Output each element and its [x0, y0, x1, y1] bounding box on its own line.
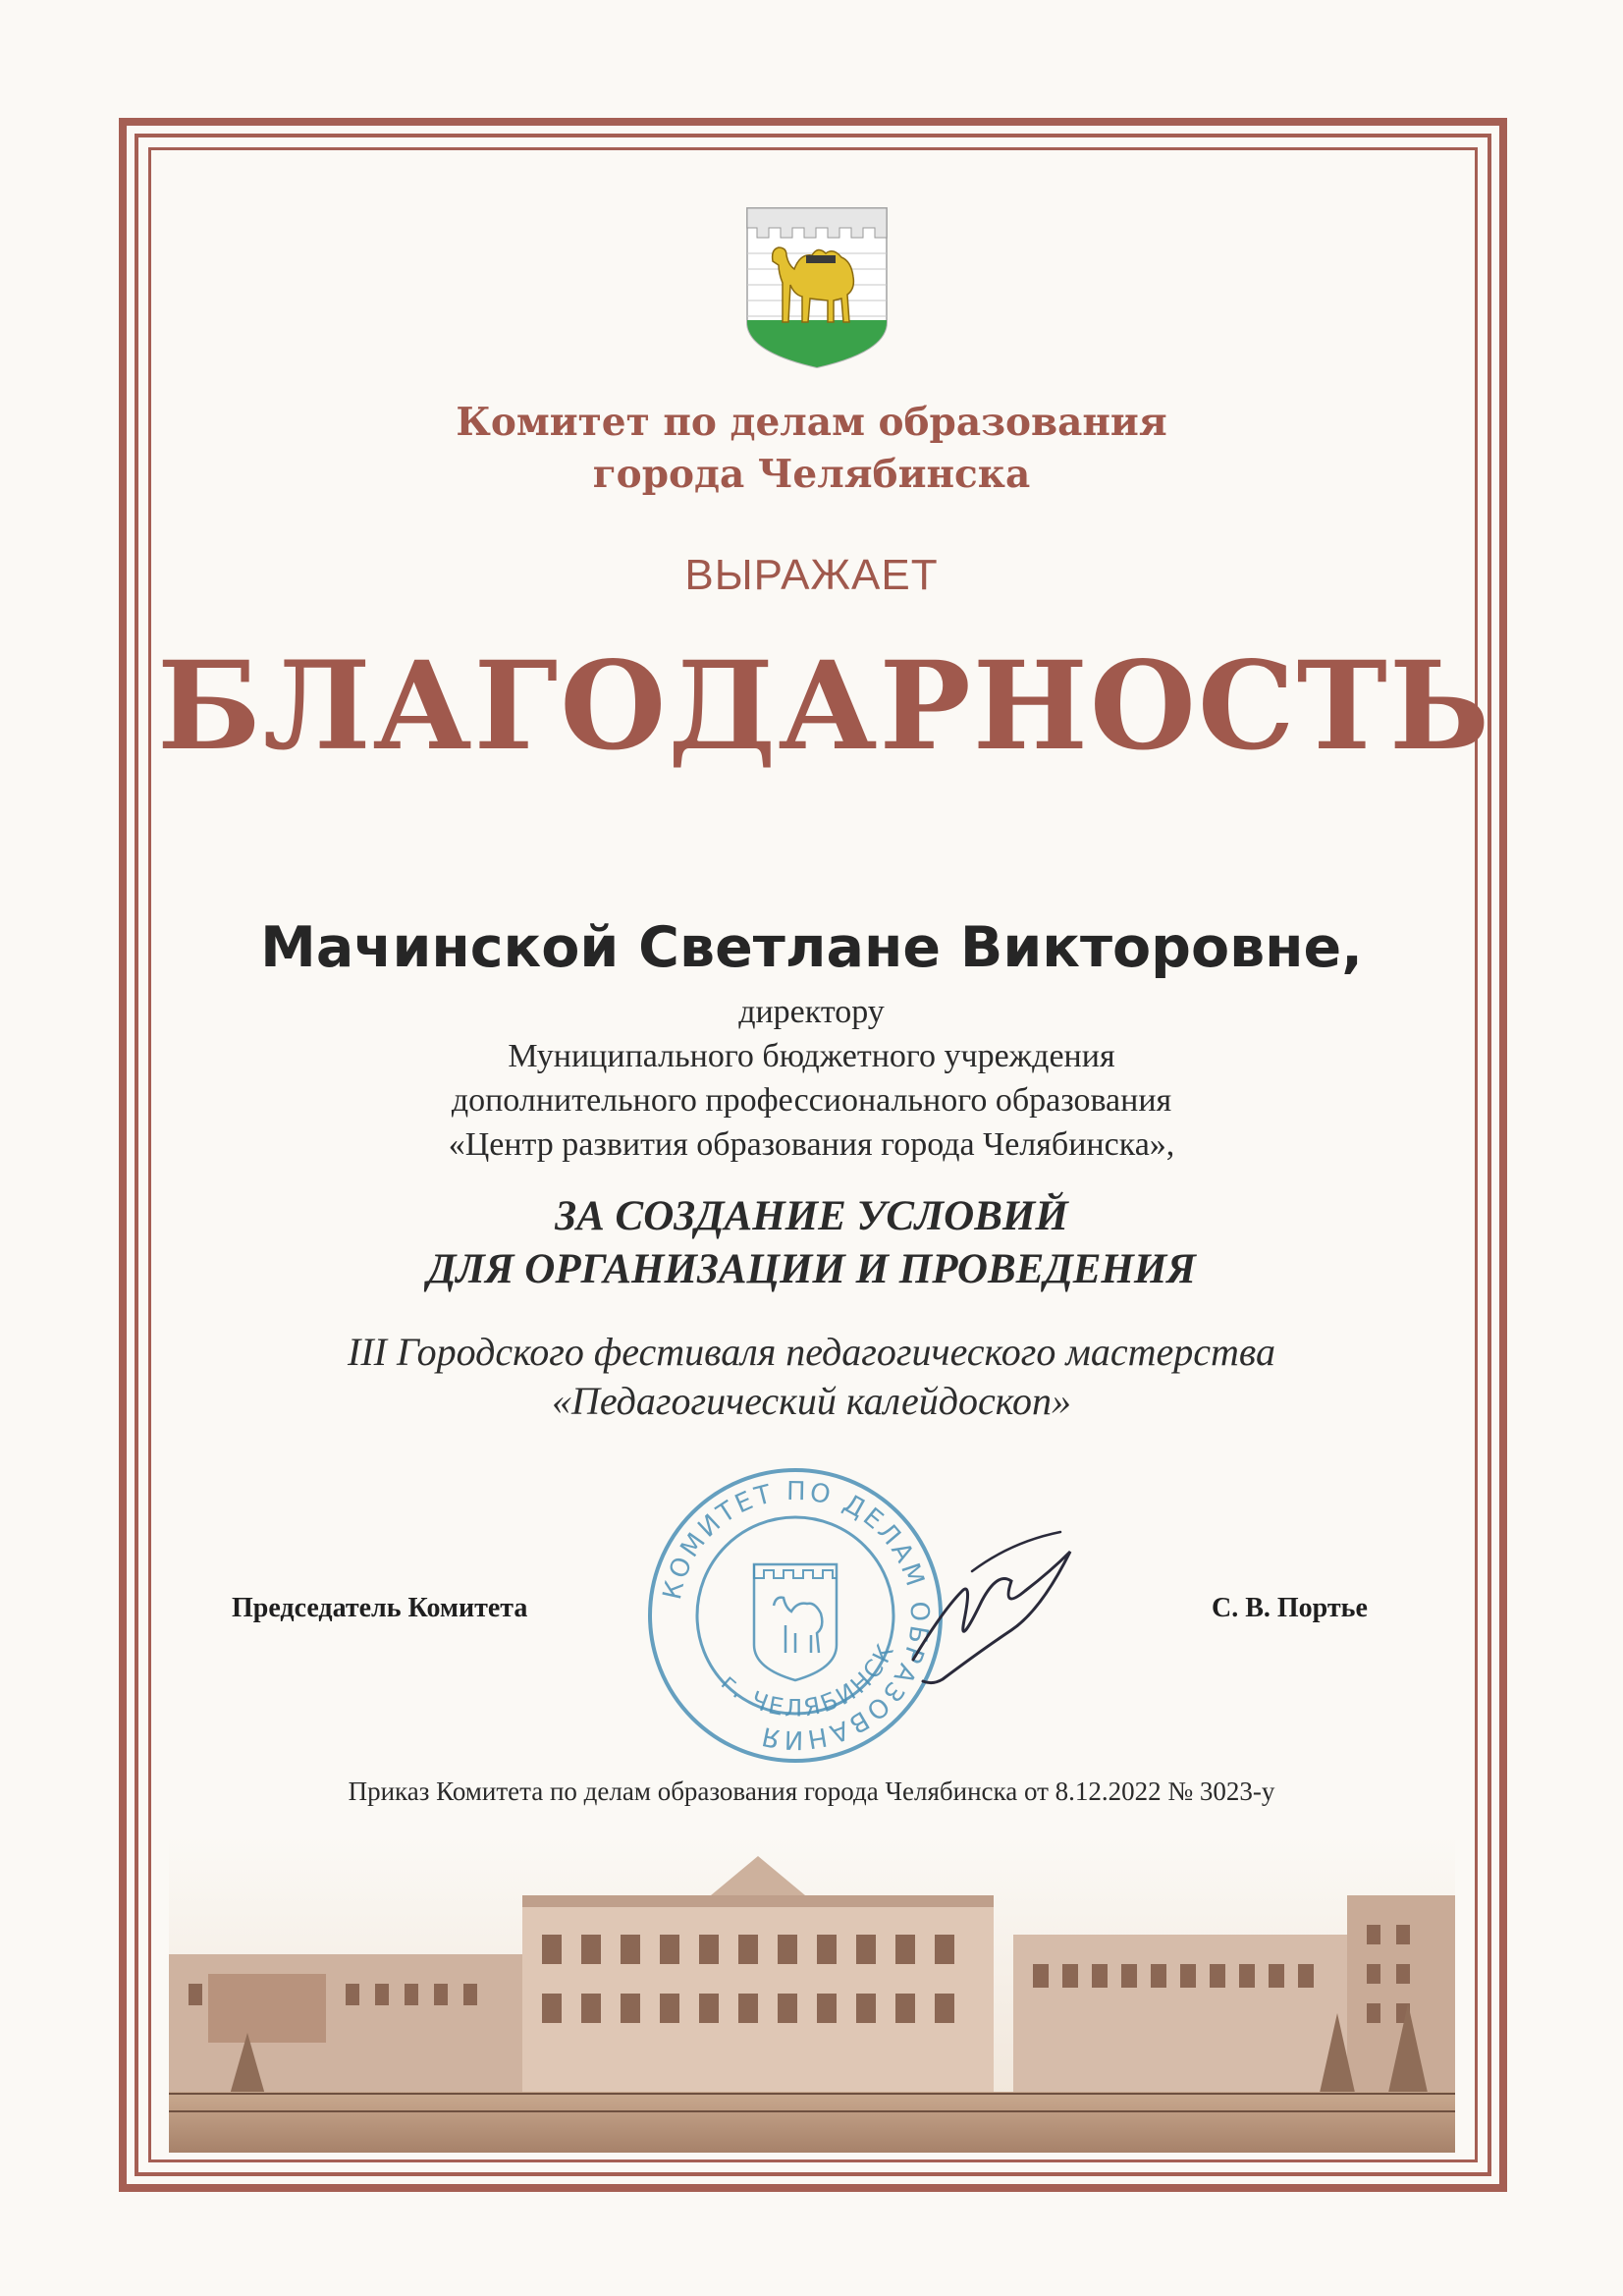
chelyabinsk-emblem-icon — [743, 204, 891, 371]
committee-line-1: Комитет по делам образования — [456, 400, 1167, 445]
handwritten-signature — [903, 1512, 1100, 1709]
order-reference: Приказ Комитета по делам образования города Челябинска от 8.12.2022 № 3023-у — [348, 1777, 1275, 1806]
award-reason — [157, 1190, 1466, 1296]
festival-line: «Педагогический калейдоскоп» — [552, 1379, 1071, 1423]
seal-bottom-text: г. ЧЕЛЯБИНСК — [716, 1637, 901, 1722]
recipient-name: Мачинской Светлане Викторовне, — [260, 915, 1363, 980]
recipient-position — [157, 990, 1466, 1167]
committee-title — [157, 397, 1466, 501]
signatory-name: С. В. Портье — [1212, 1593, 1368, 1623]
festival-line: III Городского фестиваля педагогического мастерства — [348, 1330, 1275, 1374]
position-line: дополнительного профессионального образования — [451, 1082, 1172, 1119]
seal-outer-text: КОМИТЕТ ПО ДЕЛАМ ОБРАЗОВАНИЯ — [657, 1476, 935, 1755]
award-reason-line: ДЛЯ ОРГАНИЗАЦИИ И ПРОВЕДЕНИЯ — [427, 1246, 1196, 1292]
position-line: Муниципального бюджетного учреждения — [508, 1038, 1115, 1074]
signatory-title: Председатель Комитета — [232, 1593, 528, 1623]
festival-name — [157, 1328, 1466, 1426]
expresses-heading: ВЫРАЖАЕТ — [684, 551, 939, 599]
committee-line-2: города Челябинска — [592, 452, 1031, 497]
position-line: директору — [738, 994, 885, 1030]
award-reason-line: ЗА СОЗДАНИЕ УСЛОВИЙ — [555, 1193, 1068, 1239]
school-building-image — [169, 1836, 1455, 2153]
position-line: «Центр развития образования города Челябинска», — [448, 1126, 1175, 1163]
gratitude-heading: БЛАГОДАРНОСТЬ — [157, 635, 1492, 778]
